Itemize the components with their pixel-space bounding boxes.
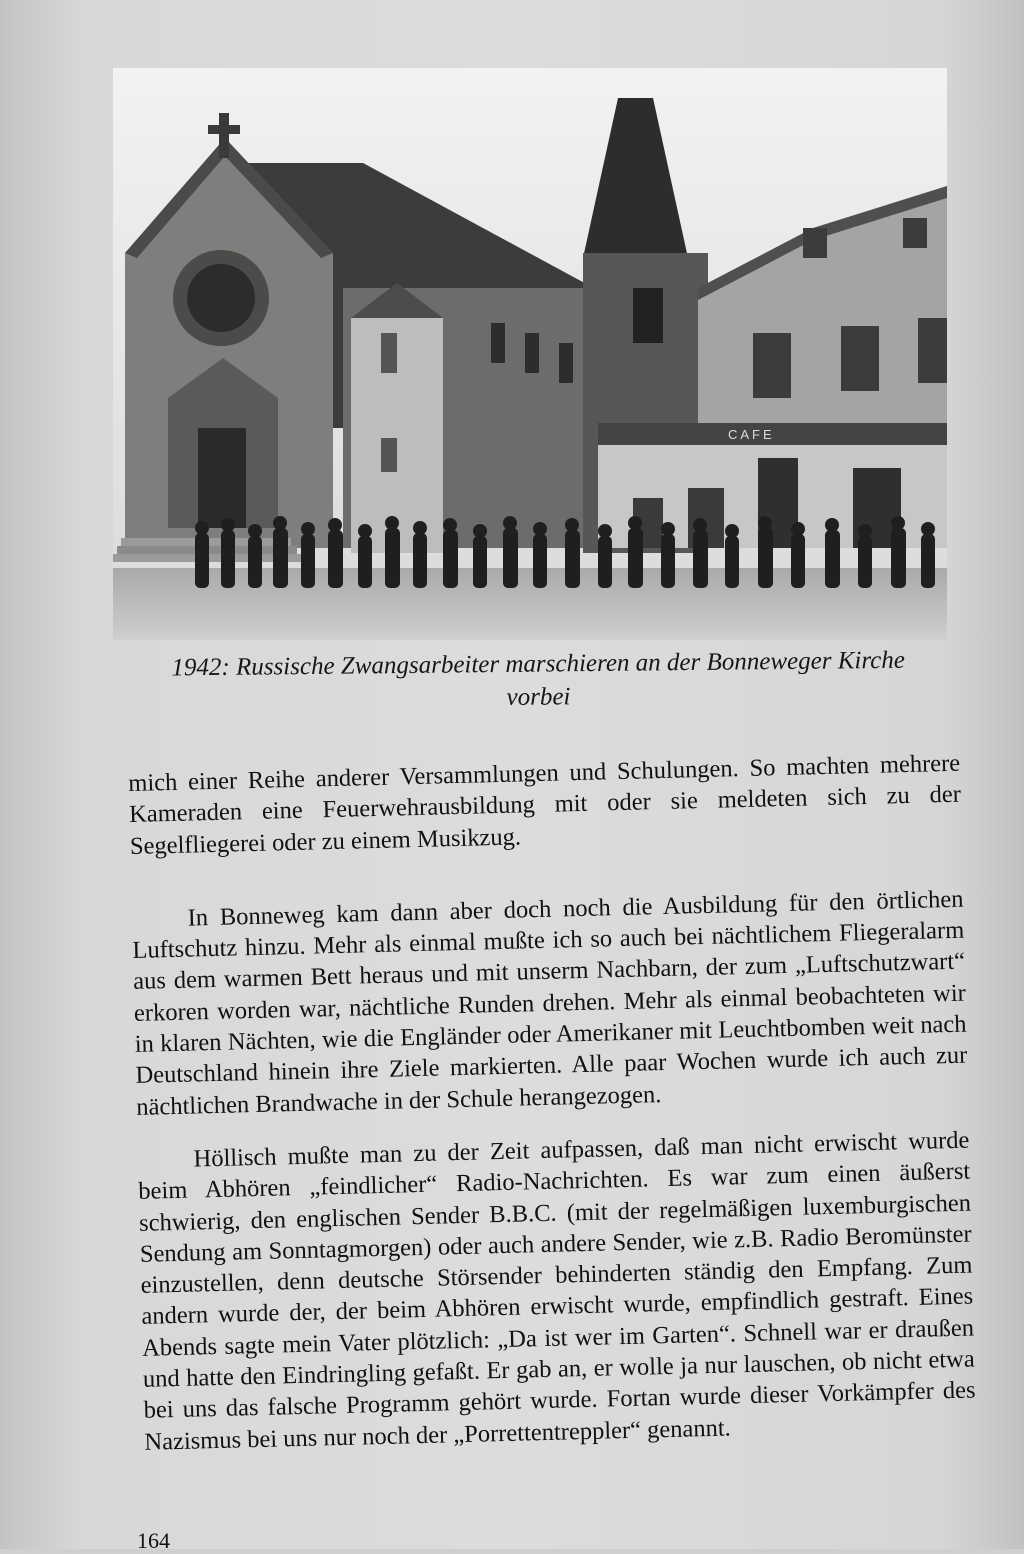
caption-line-2: vorbei bbox=[506, 683, 571, 711]
paragraph-3: Höllisch mußte man zu der Zeit aufpassen, daß man nicht erwischt wurde beim Abhören „feindlicher“ Radio-Nachrichten. Es war zum einen äußerst schwierig, den englischen Sender B.B.C. (mit der regelmäßigen luxemburgischen Sendung am Sonntagmorgen) oder auch andere Sender, wie z.B. Radio Beromünster einzustellen, denn deutsche Störsender behinderten ständig den Empfang. Zum andern wurde der, der beim Abhören erwischt wurde, empfindlich gestraft. Eines Abends sagte mein Vater plötzlich: „Da ist wer im Garten“. Schnell war er draußen und hatte den Eindringling gefaßt. Er gab an, er wolle ja nur lauschen, ob nicht etwa bei uns das falsche Programm gehört wurde. Fortan wurde dieser Vorkämpfer des Nazismus bei uns nur noch der „Porrettentreppler“ genannt. bbox=[138, 1126, 976, 1456]
body-text bbox=[128, 748, 977, 1458]
cafe-sign-text: CAFE bbox=[728, 427, 775, 442]
page-number: 164 bbox=[137, 1528, 170, 1553]
caption-line-1: 1942: Russische Zwangsarbeiter marschieren an der Bonneweger Kirche bbox=[171, 646, 906, 682]
church-photograph bbox=[113, 68, 947, 640]
photo-caption bbox=[118, 643, 959, 718]
paragraph-2: In Bonneweg kam dann aber doch noch die Ausbildung für den örtlichen Luftschutz hinzu. Mehr als einmal mußte ich so auch bei nächtlichem Fliegeralarm aus dem warmen Bett heraus und mit unserm Nachbarn, der zum „Luftschutzwart“ erkoren worden war, nächtliche Runden drehen. Mehr als einmal beobachteten wir in klaren Nächten, wie die Engländer oder Amerikaner mit Leuchtbomben weit nach Deutschland hinein ihre Ziele markierten. Alle paar Wochen wurde ich auch zur nächtlichen Brandwache in der Schule herangezogen. bbox=[132, 885, 968, 1121]
photo-illustration bbox=[113, 68, 947, 640]
paragraph-1: mich einer Reihe anderer Versammlungen und Schulungen. So machten mehrere Kameraden eine Feuerwehrausbildung mit oder sie meldeten sich zu der Segelfliegerei oder zu einem Musikzug. bbox=[128, 749, 962, 860]
